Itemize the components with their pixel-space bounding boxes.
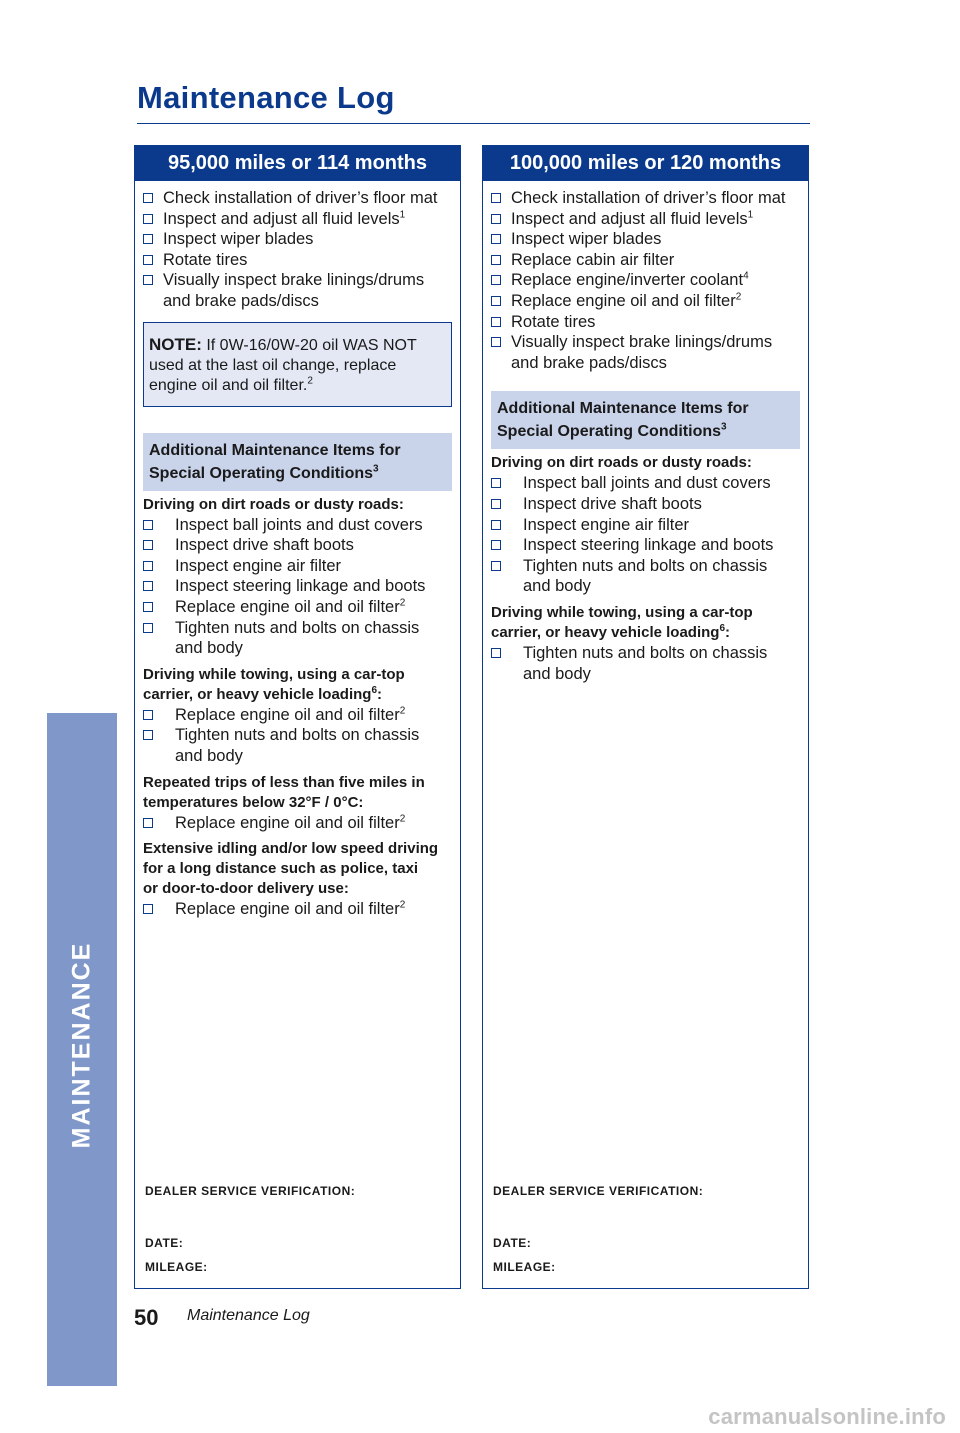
checkbox-icon[interactable] [143,275,153,285]
condition-heading: Driving while towing, using a car-top carrier, or heavy vehicle loading$^6$: [491,603,753,641]
checkbox-icon[interactable] [491,337,501,347]
condition-checklist [135,899,460,920]
checklist-item[interactable]: Tighten nuts and bolts on chassis and body [143,725,452,766]
checkbox-icon[interactable] [143,561,153,571]
checklist-item[interactable]: Visually inspect brake linings/drums and brake pads/discs [491,332,800,373]
note-label: NOTE: [149,334,202,354]
special-conditions-heading: Additional Maintenance Items for Special Operating Conditions$^3$ [491,391,800,449]
checklist-item[interactable]: Inspect engine air filter [143,556,452,577]
checklist-item[interactable]: Tighten nuts and bolts on chassis and body [491,643,800,684]
condition-checklist [483,643,808,684]
condition-heading: Driving on dirt roads or dusty roads: [143,495,404,513]
checklist-item[interactable]: Inspect drive shaft boots [143,535,452,556]
checklist-item[interactable]: Replace engine oil and oil filter$^2$ [143,597,452,618]
side-tab-label: MAINTENANCE [67,941,96,1149]
condition-checklist [135,813,460,834]
checkbox-icon[interactable] [491,561,501,571]
checklist-item[interactable]: Replace cabin air filter [491,250,800,271]
interval-95000-panel [134,145,461,1289]
checkbox-icon[interactable] [143,602,153,612]
checkbox-icon[interactable] [491,296,501,306]
checkbox-icon[interactable] [491,255,501,265]
checkbox-icon[interactable] [491,193,501,203]
checklist-item[interactable]: Inspect ball joints and dust covers [491,473,800,494]
checklist-item[interactable]: Rotate tires [143,250,452,271]
page-number: 50 [134,1305,159,1330]
checklist [483,181,808,373]
title-rule [137,123,810,124]
checkbox-icon[interactable] [143,214,153,224]
checkbox-icon[interactable] [143,818,153,828]
checkbox-icon[interactable] [491,520,501,530]
watermark: carmanualsonline.info [708,1404,946,1429]
checklist-item[interactable]: Inspect wiper blades [491,229,800,250]
checkbox-icon[interactable] [143,581,153,591]
interval-header: 95,000 miles or 114 months [134,145,461,181]
checkbox-icon[interactable] [143,904,153,914]
date-label: DATE: [145,1236,184,1250]
checklist-item[interactable]: Inspect steering linkage and boots [491,535,800,556]
checkbox-icon[interactable] [491,648,501,658]
condition-heading: Extensive idling and/or low speed driving for a long distance such as police, taxi or door-to-door delivery use: [143,840,439,898]
checklist-item[interactable]: Replace engine oil and oil filter$^2$ [143,705,452,726]
checklist-item[interactable]: Tighten nuts and bolts on chassis and body [491,556,800,597]
checkbox-icon[interactable] [491,540,501,550]
checklist-item[interactable]: Check installation of driver’s floor mat [491,188,800,209]
checkbox-icon[interactable] [491,478,501,488]
checkbox-icon[interactable] [143,193,153,203]
condition-heading: Driving on dirt roads or dusty roads: [491,454,752,472]
checkbox-icon[interactable] [143,710,153,720]
checklist-item[interactable]: Inspect ball joints and dust covers [143,515,452,536]
checklist-item[interactable]: Replace engine oil and oil filter$^2$ [143,813,452,834]
condition-heading: Repeated trips of less than five miles in temperatures below 32°F / 0°C: [143,773,425,811]
condition-checklist [135,705,460,767]
mileage-label: MILEAGE: [493,1260,556,1274]
checklist-item[interactable]: Inspect engine air filter [491,515,800,536]
checkbox-icon[interactable] [143,540,153,550]
checklist-item[interactable]: Tighten nuts and bolts on chassis and body [143,618,452,659]
oil-note: NOTE: If 0W-16/0W-20 oil WAS NOT used at the last oil change, replace engine oil and oil filter.$^2$ [143,322,452,407]
checklist-item[interactable]: Inspect and adjust all fluid levels$^1$ [143,209,452,230]
checkbox-icon[interactable] [491,275,501,285]
checklist-item[interactable]: Rotate tires [491,312,800,333]
checklist-item[interactable]: Replace engine oil and oil filter$^2$ [491,291,800,312]
interval-header: 100,000 miles or 120 months [482,145,809,181]
checklist-item[interactable]: Inspect and adjust all fluid levels$^1$ [491,209,800,230]
date-label: DATE: [493,1236,532,1250]
page-title: Maintenance Log [137,80,395,115]
checkbox-icon[interactable] [491,499,501,509]
checkbox-icon[interactable] [143,520,153,530]
checklist-item[interactable]: Replace engine/inverter coolant$^4$ [491,270,800,291]
mileage-label: MILEAGE: [145,1260,208,1274]
checkbox-icon[interactable] [143,255,153,265]
footer-label: Maintenance Log [187,1307,310,1324]
checkbox-icon[interactable] [491,214,501,224]
checkbox-icon[interactable] [143,730,153,740]
checkbox-icon[interactable] [491,234,501,244]
dealer-verification-label: DEALER SERVICE VERIFICATION: [145,1184,356,1198]
special-conditions-heading: Additional Maintenance Items for Special Operating Conditions$^3$ [143,433,452,491]
checklist [135,181,460,312]
checkbox-icon[interactable] [143,623,153,633]
condition-heading: Driving while towing, using a car-top carrier, or heavy vehicle loading$^6$: [143,665,405,703]
condition-checklist [483,473,808,597]
checklist-item[interactable]: Inspect steering linkage and boots [143,576,452,597]
checklist-item[interactable]: Inspect drive shaft boots [491,494,800,515]
checkbox-icon[interactable] [143,234,153,244]
checklist-item[interactable]: Replace engine oil and oil filter$^2$ [143,899,452,920]
checklist-item[interactable]: Visually inspect brake linings/drums and brake pads/discs [143,270,452,311]
checklist-item[interactable]: Inspect wiper blades [143,229,452,250]
condition-checklist [135,515,460,659]
checklist-item[interactable]: Check installation of driver’s floor mat [143,188,452,209]
checkbox-icon[interactable] [491,317,501,327]
dealer-verification-label: DEALER SERVICE VERIFICATION: [493,1184,704,1198]
interval-100000-panel [482,145,809,1289]
